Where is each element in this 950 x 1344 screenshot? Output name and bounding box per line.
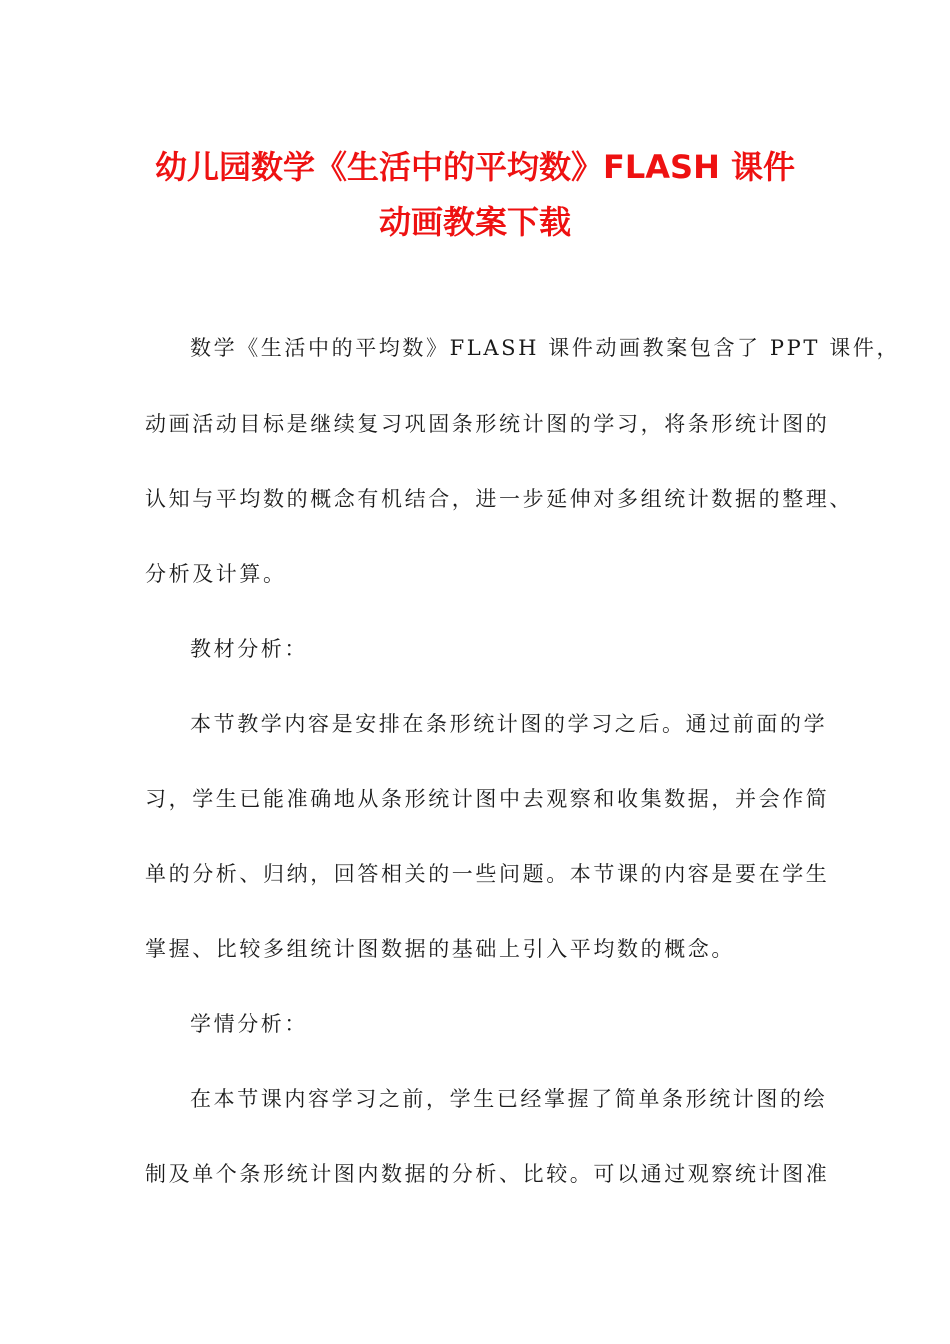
title-line-2: 动画教案下载 (378, 203, 571, 241)
paragraph-intro-line-1: 数学《生活中的平均数》FLASH 课件动画教案包含了 PPT 课件， (190, 336, 901, 360)
paragraph-material-line-4: 掌握、比较多组统计图数据的基础上引入平均数的概念。 (145, 937, 735, 961)
paragraph-student-line-1: 在本节课内容学习之前，学生已经掌握了简单条形统计图的绘 (190, 1087, 828, 1111)
title-line-1: 幼儿园数学《生活中的平均数》FLASH 课件 (155, 148, 795, 186)
paragraph-intro-line-2: 动画活动目标是继续复习巩固条形统计图的学习，将条形统计图的 (145, 412, 830, 436)
paragraph-student-line-2: 制及单个条形统计图内数据的分析、比较。可以通过观察统计图准 (145, 1162, 830, 1186)
paragraph-material-line-3: 单的分析、归纳，回答相关的一些问题。本节课的内容是要在学生 (145, 862, 830, 886)
paragraph-material-line-1: 本节教学内容是安排在条形统计图的学习之后。通过前面的学 (190, 712, 828, 736)
paragraph-intro-line-4: 分析及计算。 (145, 562, 287, 586)
paragraph-material-line-2: 习，学生已能准确地从条形统计图中去观察和收集数据，并会作简 (145, 787, 830, 811)
paragraph-intro-line-3: 认知与平均数的概念有机结合，进一步延伸对多组统计数据的整理、 (145, 487, 853, 511)
section-heading-material-analysis: 教材分析： (190, 637, 308, 661)
section-heading-student-analysis: 学情分析： (190, 1012, 308, 1036)
